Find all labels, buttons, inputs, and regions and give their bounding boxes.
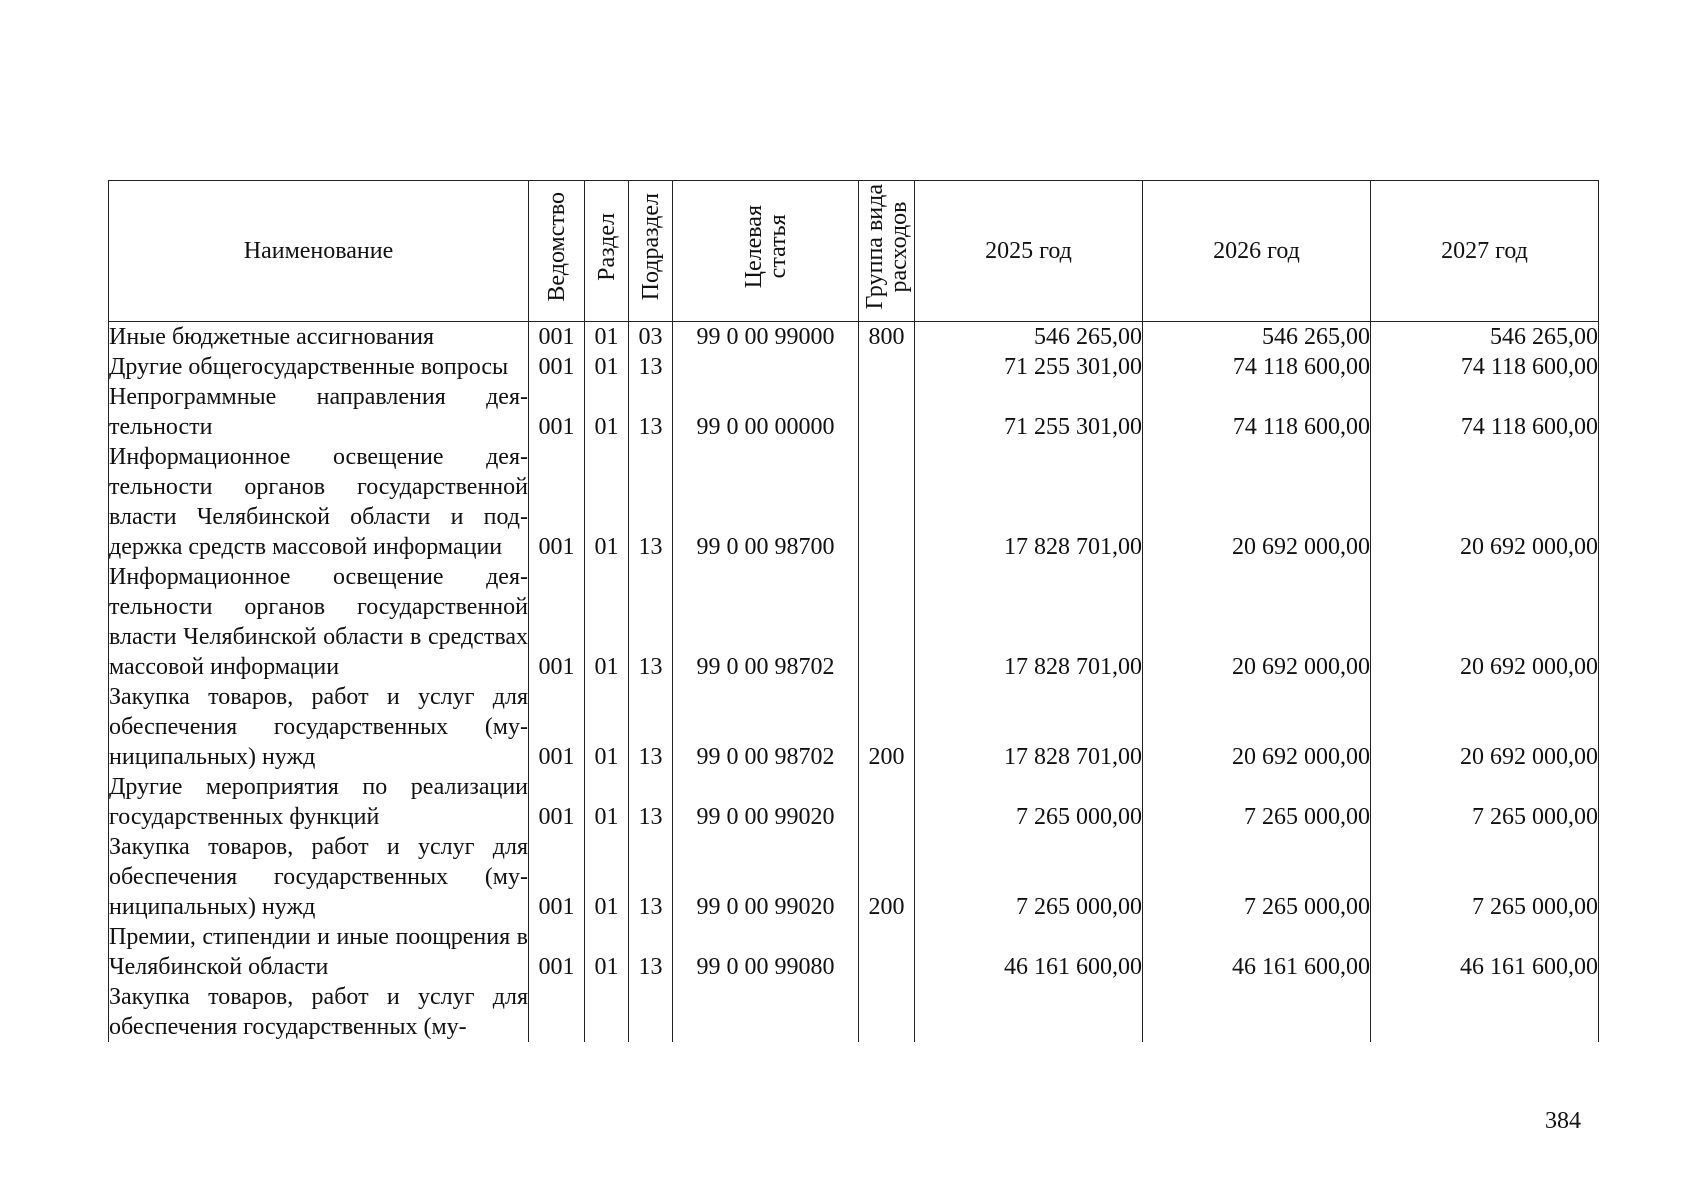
cell-2025: 71 255 301,00: [915, 382, 1143, 442]
cell-section: 01: [585, 682, 629, 772]
cell-2026: 7 265 000,00: [1143, 772, 1371, 832]
cell-dept: 001: [529, 322, 585, 353]
table-row: [109, 562, 1599, 682]
cell-2027: 546 265,00: [1371, 322, 1599, 353]
header-group: Группа вида расходов: [859, 181, 915, 322]
cell-2026: 20 692 000,00: [1143, 562, 1371, 682]
cell-target: 99 0 00 98702: [673, 562, 859, 682]
table-row: [109, 382, 1599, 442]
cell-group: 200: [859, 832, 915, 922]
cell-2026: 7 265 000,00: [1143, 832, 1371, 922]
header-section: Раздел: [585, 181, 629, 322]
cell-target: [673, 982, 859, 1042]
table-row: [109, 772, 1599, 832]
page-number: 384: [1545, 1108, 1581, 1134]
cell-group: [859, 382, 915, 442]
cell-subsection: 13: [629, 682, 673, 772]
cell-section: 01: [585, 352, 629, 382]
table-row: [109, 352, 1599, 382]
cell-2026: 546 265,00: [1143, 322, 1371, 353]
header-name: Наименование: [109, 181, 529, 322]
cell-2027: 20 692 000,00: [1371, 682, 1599, 772]
cell-target: 99 0 00 99020: [673, 772, 859, 832]
cell-2025: 7 265 000,00: [915, 772, 1143, 832]
cell-section: 01: [585, 922, 629, 982]
budget-table: [108, 180, 1599, 1042]
cell-section: 01: [585, 322, 629, 353]
cell-2026: 74 118 600,00: [1143, 352, 1371, 382]
cell-2025: 7 265 000,00: [915, 832, 1143, 922]
cell-2026: 20 692 000,00: [1143, 682, 1371, 772]
header-2027: 2027 год: [1371, 181, 1599, 322]
cell-dept: 001: [529, 562, 585, 682]
table-row: [109, 442, 1599, 562]
cell-2027: 46 161 600,00: [1371, 922, 1599, 982]
cell-dept: 001: [529, 832, 585, 922]
cell-2027: 74 118 600,00: [1371, 382, 1599, 442]
cell-name: Иные бюджетные ассигнования: [109, 322, 529, 353]
cell-2025: 546 265,00: [915, 322, 1143, 353]
cell-subsection: 13: [629, 832, 673, 922]
cell-2026: 74 118 600,00: [1143, 382, 1371, 442]
cell-subsection: 13: [629, 442, 673, 562]
cell-group: [859, 772, 915, 832]
cell-section: [585, 982, 629, 1042]
cell-target: [673, 352, 859, 382]
cell-subsection: 13: [629, 922, 673, 982]
cell-dept: 001: [529, 442, 585, 562]
cell-dept: 001: [529, 352, 585, 382]
header-2026: 2026 год: [1143, 181, 1371, 322]
cell-subsection: 13: [629, 352, 673, 382]
cell-section: 01: [585, 772, 629, 832]
table-row: [109, 682, 1599, 772]
cell-2026: 46 161 600,00: [1143, 922, 1371, 982]
cell-target: 99 0 00 99080: [673, 922, 859, 982]
cell-dept: 001: [529, 772, 585, 832]
cell-subsection: [629, 982, 673, 1042]
cell-subsection: 13: [629, 382, 673, 442]
cell-name: Другие мероприятия по реализации государственных функций: [109, 774, 528, 830]
cell-2025: 46 161 600,00: [915, 922, 1143, 982]
cell-target: 99 0 00 98702: [673, 682, 859, 772]
cell-group: [859, 442, 915, 562]
cell-group: [859, 982, 915, 1042]
cell-section: 01: [585, 832, 629, 922]
cell-2025: 17 828 701,00: [915, 562, 1143, 682]
budget-table-container: [108, 180, 1598, 1120]
cell-name: Информационное освещение деятельности органов государственной власти Челябинской области в средствах массовой информации: [109, 564, 528, 680]
cell-name: Премии, стипендии и иные поощрения в Челябинской области: [109, 924, 528, 980]
cell-section: 01: [585, 562, 629, 682]
cell-group: [859, 352, 915, 382]
cell-dept: 001: [529, 922, 585, 982]
cell-dept: [529, 982, 585, 1042]
header-subsection: Подраздел: [629, 181, 673, 322]
header-target: Целевая статья: [673, 181, 859, 322]
cell-2026: [1143, 982, 1371, 1042]
cell-2027: 20 692 000,00: [1371, 442, 1599, 562]
cell-2025: [915, 982, 1143, 1042]
cell-2026: 20 692 000,00: [1143, 442, 1371, 562]
cell-dept: 001: [529, 682, 585, 772]
header-2025: 2025 год: [915, 181, 1143, 322]
cell-name: Информационное освещение деятельности органов государственной власти Челябинской области и поддержка средств массовой информации: [109, 444, 528, 560]
cell-name: Закупка товаров, работ и услуг для обеспечения государственных (муниципальных) нужд: [109, 834, 528, 920]
cell-subsection: 03: [629, 322, 673, 353]
table-body: [109, 322, 1599, 1043]
cell-target: 99 0 00 99020: [673, 832, 859, 922]
cell-group: [859, 562, 915, 682]
cell-section: 01: [585, 442, 629, 562]
cell-target: 99 0 00 00000: [673, 382, 859, 442]
cell-name: Непрограммные направления деятельности: [109, 384, 528, 440]
cell-group: [859, 922, 915, 982]
cell-name: Закупка товаров, работ и услуг для обеспечения государственных (муниципальных) нужд: [109, 684, 528, 770]
cell-2027: 20 692 000,00: [1371, 562, 1599, 682]
cell-dept: 001: [529, 382, 585, 442]
cell-subsection: 13: [629, 772, 673, 832]
cell-name: Другие общегосударственные вопросы: [109, 352, 529, 382]
table-row: [109, 922, 1599, 982]
cell-2027: 7 265 000,00: [1371, 832, 1599, 922]
cell-2025: 71 255 301,00: [915, 352, 1143, 382]
table-row: [109, 832, 1599, 922]
cell-2025: 17 828 701,00: [915, 682, 1143, 772]
cell-subsection: 13: [629, 562, 673, 682]
header-dept: Ведомство: [529, 181, 585, 322]
header-row: [109, 181, 1599, 322]
cell-2027: 74 118 600,00: [1371, 352, 1599, 382]
cell-target: 99 0 00 98700: [673, 442, 859, 562]
cell-group: 200: [859, 682, 915, 772]
cell-section: 01: [585, 382, 629, 442]
cell-2027: [1371, 982, 1599, 1042]
cell-name: Закупка товаров, работ и услуг для обеспечения государственных (му-: [109, 984, 528, 1040]
cell-target: 99 0 00 99000: [673, 322, 859, 353]
table-row: [109, 982, 1599, 1042]
cell-group: 800: [859, 322, 915, 353]
cell-2025: 17 828 701,00: [915, 442, 1143, 562]
table-row: [109, 322, 1599, 353]
cell-2027: 7 265 000,00: [1371, 772, 1599, 832]
